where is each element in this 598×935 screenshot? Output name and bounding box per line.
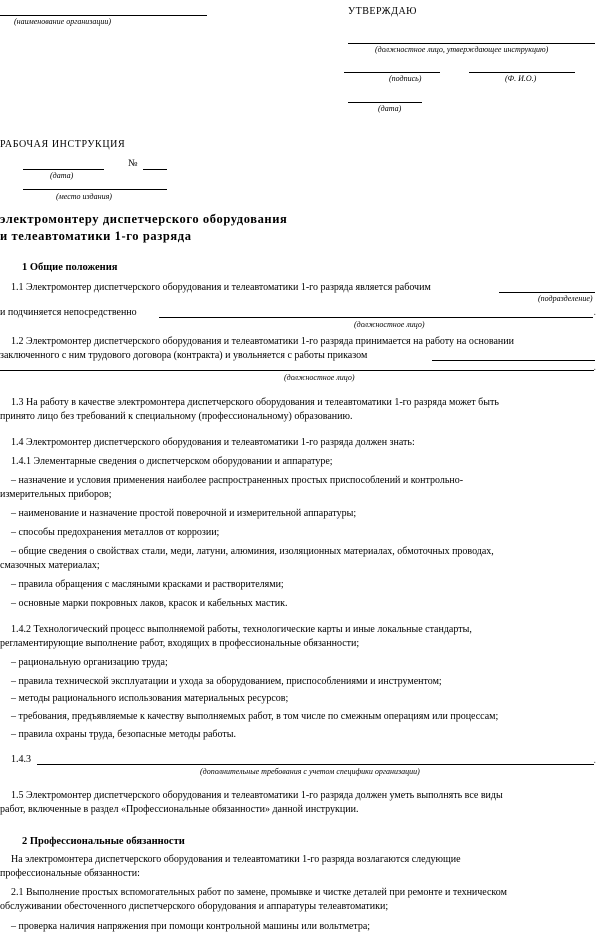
org-name-line[interactable]: [0, 15, 207, 16]
p142-text: 1.4.2 Технологический процесс выполняемой работы, технологические карты и иные локальные стандарты,: [11, 624, 472, 635]
p11-department-line[interactable]: [499, 292, 595, 293]
p12-order-line[interactable]: [432, 360, 595, 361]
s2-intro: На электромонтера диспетчерского оборудования и телеавтоматики 1-го разряда возлагаются следующие: [11, 854, 461, 865]
p141-bullet2: – наименование и назначение простой поверочной и измерительной аппаратуры;: [11, 508, 357, 519]
p141-bullet3: – способы предохранения металлов от коррозии;: [11, 527, 220, 538]
signature-line[interactable]: [344, 72, 440, 73]
p14-text: 1.4 Электромонтер диспетчерского оборудования и телеавтоматики 1-го разряда должен знать:: [11, 437, 415, 448]
signature-caption: (подпись): [389, 74, 422, 83]
p11-supervisor-caption: (должностное лицо): [354, 320, 425, 329]
approve-date-line[interactable]: [348, 102, 422, 103]
approve-date-caption: (дата): [378, 104, 402, 113]
doc-date-caption: (дата): [50, 171, 74, 180]
p21-text: 2.1 Выполнение простых вспомогательных работ по замене, промывке и чистке деталей при ремонте и техническом: [11, 887, 507, 898]
p142-bullet1: – рациональную организацию труда;: [11, 657, 168, 668]
section2-heading: 2 Профессиональные обязанности: [22, 836, 185, 847]
p142-bullet2: – правила технической эксплуатации и ухода за оборудованием, приспособлениями и инструментом;: [11, 676, 442, 687]
p15-text: 1.5 Электромонтер диспетчерского оборудования и телеавтоматики 1-го разряда должен уметь выполнять все виды: [11, 790, 503, 801]
p11-supervisor-line[interactable]: [159, 317, 593, 318]
p141-bullet6: – основные марки покровных лаков, красок и кабельных мастик.: [11, 598, 288, 609]
p21-text-cont: обслуживании обесточенного диспетчерского оборудования и аппаратуры телеавтоматики;: [0, 901, 389, 912]
p142-bullet4: – требования, предъявляемые к качеству выполняемых работ, в том числе по смежным операциям или процессам;: [11, 711, 499, 722]
p12-text-cont: заключенного с ним трудового договора (контракта) и увольняется с работы приказом: [0, 350, 368, 361]
doc-type-label: РАБОЧАЯ ИНСТРУКЦИЯ: [0, 139, 126, 150]
s2-intro-cont: профессиональные обязанности:: [0, 868, 140, 879]
approve-label: УТВЕРЖДАЮ: [348, 6, 417, 17]
p141-bullet4: – общие сведения о свойствах стали, меди, латуни, алюминия, изоляционных материалах, обмоточных проводах,: [11, 546, 494, 557]
p12-text: 1.2 Электромонтер диспетчерского оборудования и телеавтоматики 1-го разряда принимается на работу на основании: [11, 336, 514, 347]
p143-extra-line[interactable]: [37, 764, 594, 765]
doc-place-line[interactable]: [23, 189, 167, 190]
p142-bullet3: – методы рационального использования материальных ресурсов;: [11, 693, 289, 704]
p143-caption: (дополнительные требования с учетом специфики организации): [200, 767, 420, 776]
p11-subordination-text: и подчиняется непосредственно: [0, 307, 137, 318]
p141-bullet4-cont: смазочных материалах;: [0, 560, 100, 571]
doc-number-line[interactable]: [143, 169, 167, 170]
p143-period: .: [594, 755, 596, 766]
org-name-caption: (наименование организации): [14, 17, 112, 26]
p13-text: 1.3 На работу в качестве электромонтера диспетчерского оборудования и телеавтоматики 1-го разряда может быть: [11, 397, 499, 408]
doc-title-line1: электромонтеру диспетчерского оборудования: [0, 212, 288, 226]
p142-bullet5: – правила охраны труда, безопасные методы работы.: [11, 729, 236, 740]
p13-text-cont: принято лицо без требований к специальному (профессиональному) образованию.: [0, 411, 353, 422]
fio-caption: (Ф. И.О.): [505, 74, 537, 83]
p21-bullet1: – проверка наличия напряжения при помощи контрольной машины или вольтметра;: [11, 921, 371, 932]
section1-heading: 1 Общие положения: [22, 262, 118, 273]
doc-date-line[interactable]: [23, 169, 104, 170]
p11-period: .: [594, 307, 596, 318]
p141-bullet1-cont: измерительных приборов;: [0, 489, 112, 500]
p15-text-cont: работ, включенные в раздел «Профессиональные обязанности» данной инструкции.: [0, 804, 359, 815]
p12-official-caption: (должностное лицо): [284, 373, 355, 382]
p143-label: 1.4.3: [11, 754, 31, 765]
p12-order-line2[interactable]: [0, 370, 594, 371]
fio-line[interactable]: [469, 72, 575, 73]
doc-number-sign: №: [128, 158, 138, 169]
p11-department-caption: (подразделение): [538, 294, 593, 303]
p142-text-cont: регламентирующие выполнение работ, входящих в профессиональные обязанности;: [0, 638, 360, 649]
p12-period: .: [594, 362, 596, 373]
doc-title-line2: и телеавтоматики 1-го разряда: [0, 229, 192, 243]
approver-position-line[interactable]: [348, 43, 595, 44]
p11-text: 1.1 Электромонтер диспетчерского оборудования и телеавтоматики 1-го разряда является рабочим: [11, 282, 431, 293]
approver-position-caption: (должностное лицо, утверждающее инструкцию): [375, 45, 549, 54]
p141-bullet5: – правила обращения с масляными красками и растворителями;: [11, 579, 284, 590]
p141-text: 1.4.1 Элементарные сведения о диспетчерском оборудовании и аппаратуре;: [11, 456, 333, 467]
p141-bullet1: – назначение и условия применения наиболее распространенных простых приспособлений и контрольно-: [11, 475, 464, 486]
doc-place-caption: (место издания): [56, 192, 112, 201]
